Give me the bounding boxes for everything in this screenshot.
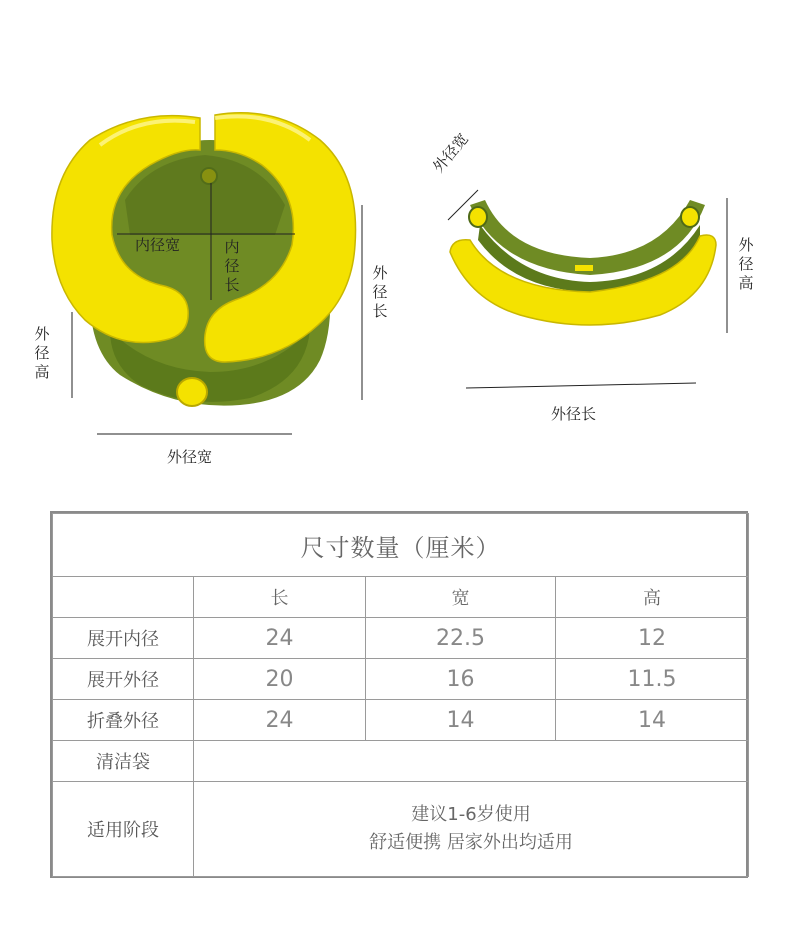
table-row [53, 659, 749, 700]
folded-seat [450, 200, 716, 325]
cell-width: 22.5 [366, 618, 556, 659]
row-label: 展开外径 [53, 659, 194, 700]
outer-length-label: 外径长 [372, 264, 388, 320]
table-row [53, 782, 749, 877]
outer-width-label: 外径宽 [167, 448, 213, 466]
cell-width: 14 [366, 700, 556, 741]
bag-label: 清洁袋 [53, 741, 194, 782]
size-table [50, 511, 748, 878]
table-row [53, 741, 749, 782]
table-row [53, 618, 749, 659]
cell-height: 14 [556, 700, 749, 741]
header-length: 长 [194, 577, 366, 618]
cell-length: 24 [194, 700, 366, 741]
folded-outer-height-label: 外径高 [738, 236, 754, 292]
cell-length: 24 [194, 618, 366, 659]
folded-outer-length-label: 外径长 [551, 405, 597, 423]
inner-length-label: 内径长 [224, 238, 240, 294]
stage-label: 适用阶段 [53, 782, 194, 877]
table-row [53, 700, 749, 741]
row-label: 展开内径 [53, 618, 194, 659]
cell-length: 20 [194, 659, 366, 700]
inner-width-label: 内径宽 [135, 236, 181, 254]
cell-height: 12 [556, 618, 749, 659]
stage-value [194, 782, 749, 877]
cell-width: 16 [366, 659, 556, 700]
header-height: 高 [556, 577, 749, 618]
row-label: 折叠外径 [53, 700, 194, 741]
folded-outer-width-label: 外径宽 [429, 129, 472, 176]
header-width: 宽 [366, 577, 556, 618]
stage-line-1: 建议1-6岁使用 [411, 804, 531, 825]
outer-height-label: 外径高 [34, 325, 50, 381]
table-title: 尺寸数量（厘米） [53, 514, 749, 577]
stage-line-2: 舒适便携 居家外出均适用 [369, 832, 573, 853]
cell-height: 11.5 [556, 659, 749, 700]
header-empty [53, 577, 194, 618]
bag-value [194, 741, 749, 782]
